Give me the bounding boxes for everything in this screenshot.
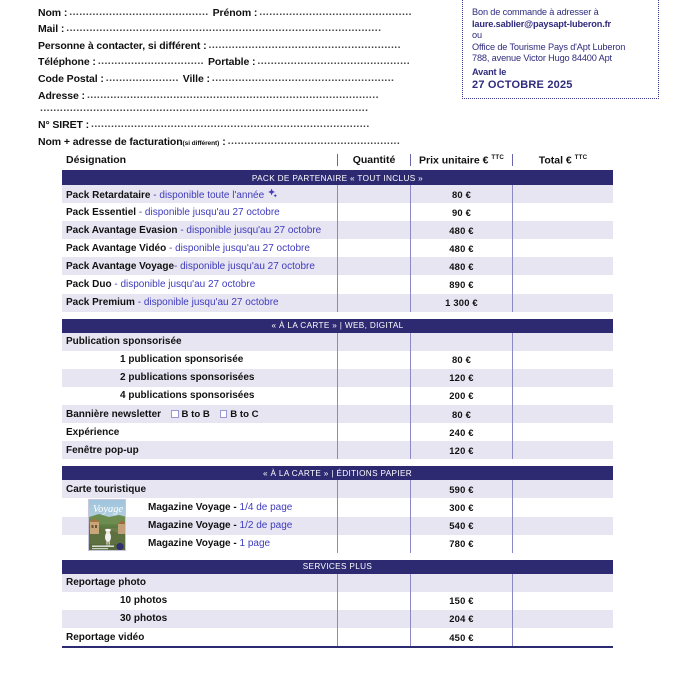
form-field-input-line[interactable]: ................................: [97, 55, 204, 68]
form-field-label: Nom :: [38, 6, 68, 19]
billing-input-line[interactable]: ....................................................: [227, 134, 401, 147]
item-availability: 1/2 de page: [239, 520, 293, 532]
section-gap: [62, 553, 613, 560]
form-field-row: [38, 85, 448, 102]
row-total-cell[interactable]: [512, 221, 613, 239]
row-designation: [62, 243, 337, 254]
form-field-row: [38, 115, 448, 132]
row-unit-price: 590 €: [410, 480, 512, 498]
row-unit-price: 80 €: [410, 405, 512, 423]
row-designation: [62, 445, 337, 456]
row-unit-price: 200 €: [410, 387, 512, 405]
table-row[interactable]: [62, 517, 613, 535]
item-availability: 1/4 de page: [239, 501, 293, 513]
form-field-input-line[interactable]: .......................................................: [211, 71, 395, 84]
item-name: Pack Duo: [66, 279, 112, 291]
row-quantity-cell[interactable]: [337, 369, 410, 387]
form-field-label: Personne à contacter, si différent :: [38, 39, 207, 52]
row-quantity-cell[interactable]: [337, 239, 410, 257]
contact-email[interactable]: laure.sablier@paysapt-luberon.fr: [472, 18, 611, 29]
item-name: 10 photos: [120, 595, 168, 607]
order-table: [62, 150, 613, 648]
form-field-input-line[interactable]: ..........................................: [69, 5, 209, 18]
row-designation: [62, 427, 337, 438]
row-quantity-cell[interactable]: [337, 294, 410, 312]
table-row[interactable]: [62, 185, 613, 203]
row-quantity-cell[interactable]: [337, 221, 410, 239]
table-row[interactable]: [62, 369, 613, 387]
form-field-label: Code Postal :: [38, 72, 104, 85]
form-field-input-line[interactable]: ..........................................................: [208, 38, 401, 51]
row-total-cell[interactable]: [512, 333, 613, 351]
column-header-quantity: Quantité: [337, 154, 410, 166]
row-designation: [62, 595, 337, 606]
row-designation: [62, 390, 337, 401]
form-field-input-line[interactable]: ..............................................: [257, 55, 411, 68]
table-row[interactable]: [62, 294, 613, 312]
row-unit-price: 480 €: [410, 257, 512, 275]
row-designation: [62, 501, 337, 516]
row-unit-price: 480 €: [410, 239, 512, 257]
row-unit-price: [410, 333, 512, 351]
row-quantity-cell[interactable]: [337, 351, 410, 369]
row-total-cell[interactable]: [512, 239, 613, 257]
row-unit-price: 120 €: [410, 369, 512, 387]
row-total-cell[interactable]: [512, 592, 613, 610]
row-total-cell[interactable]: [512, 441, 613, 459]
row-unit-price: 450 €: [410, 628, 512, 646]
column-header-total: Total € $^{TTC}$: [512, 154, 613, 167]
item-name: Magazine Voyage -: [148, 501, 240, 513]
item-name: Bannière newsletter: [66, 408, 162, 420]
item-name: 1 publication sponsorisée: [120, 354, 244, 366]
table-row[interactable]: [62, 239, 613, 257]
item-name: Pack Retardataire: [66, 189, 151, 201]
table-row[interactable]: [62, 480, 613, 498]
item-name: Pack Premium: [66, 297, 135, 309]
row-total-cell[interactable]: [512, 257, 613, 275]
row-quantity-cell[interactable]: [337, 405, 410, 423]
contact-or: ou: [472, 30, 482, 41]
row-total-cell[interactable]: [512, 517, 613, 535]
row-unit-price: 480 €: [410, 221, 512, 239]
row-unit-price: 150 €: [410, 592, 512, 610]
item-availability: - disponible toute l'année: [150, 189, 265, 201]
siret-label: N° SIRET :: [38, 119, 90, 132]
table-row[interactable]: [62, 423, 613, 441]
row-quantity-cell[interactable]: [337, 610, 410, 628]
section-band: « À LA CARTE » | WEB, DIGITAL: [62, 319, 613, 333]
form-field-label: Adresse :: [38, 89, 85, 102]
item-availability: - disponible jusqu'au 27 octobre: [111, 279, 256, 291]
row-total-cell[interactable]: [512, 351, 613, 369]
form-field-input-line[interactable]: ......................: [105, 71, 179, 84]
row-quantity-cell[interactable]: [337, 185, 410, 203]
form-field-row: [38, 19, 448, 36]
table-row[interactable]: [62, 221, 613, 239]
item-name: Pack Avantage Voyage: [66, 260, 175, 272]
row-unit-price: 80 €: [410, 351, 512, 369]
item-name: Magazine Voyage -: [148, 538, 240, 550]
row-unit-price: 204 €: [410, 610, 512, 628]
row-quantity-cell[interactable]: [337, 628, 410, 646]
svg-text:Voyage: Voyage: [92, 504, 124, 516]
row-designation: [62, 297, 337, 308]
row-unit-price: 240 €: [410, 423, 512, 441]
billing-label: Nom + adresse de facturation: [38, 135, 183, 148]
item-name: Pack Essentiel: [66, 206, 137, 218]
row-total-cell[interactable]: [512, 185, 613, 203]
form-field-row: [38, 52, 448, 69]
table-row[interactable]: [62, 628, 613, 646]
table-row[interactable]: [62, 203, 613, 221]
contact-office-address: 788, avenue Victor Hugo 84400 Apt: [472, 53, 612, 64]
row-designation: [62, 207, 337, 218]
section-gap: [62, 312, 613, 319]
table-row[interactable]: [62, 498, 613, 516]
item-name: Expérience: [66, 426, 120, 438]
item-availability: - disponible jusqu'au 27 octobre: [177, 224, 322, 236]
row-quantity-cell[interactable]: [337, 480, 410, 498]
section-band: PACK DE PARTENAIRE « TOUT INCLUS »: [62, 171, 613, 185]
item-name: Fenêtre pop-up: [66, 444, 139, 456]
item-availability: - disponible jusqu'au 27 octobre: [174, 260, 315, 272]
form-field-row: [38, 35, 448, 52]
row-unit-price: 1 300 €: [410, 294, 512, 312]
table-row[interactable]: [62, 610, 613, 628]
row-unit-price: 300 €: [410, 498, 512, 516]
row-quantity-cell[interactable]: [337, 441, 410, 459]
customer-info-form: [38, 2, 448, 148]
row-quantity-cell[interactable]: [337, 592, 410, 610]
column-header-designation: Désignation: [66, 154, 127, 166]
form-field-row: [38, 2, 448, 19]
form-field-input-line[interactable]: ..............................................: [259, 5, 412, 18]
form-field-input-line[interactable]: ...................................................................................................: [40, 101, 369, 114]
deadline-date: 27 OCTOBRE 2025: [472, 78, 573, 91]
section-band: SERVICES PLUS: [62, 560, 613, 574]
address-continuation-line[interactable]: [38, 102, 448, 115]
checkbox-label: B to B: [181, 408, 210, 420]
row-total-cell[interactable]: [512, 574, 613, 592]
table-header-row: [62, 150, 613, 171]
checkbox-b-to-b[interactable]: [171, 410, 179, 418]
table-row[interactable]: [62, 333, 613, 351]
item-name: 30 photos: [120, 613, 168, 625]
item-name: Publication sponsorisée: [66, 336, 182, 348]
row-total-cell[interactable]: [512, 423, 613, 441]
section-band: « À LA CARTE » | ÉDITIONS PAPIER: [62, 466, 613, 480]
row-quantity-cell[interactable]: [337, 257, 410, 275]
item-availability: - disponible jusqu'au 27 octobre: [136, 206, 280, 218]
row-quantity-cell[interactable]: [337, 498, 410, 516]
form-field-row: [38, 131, 448, 148]
row-unit-price: 780 €: [410, 535, 512, 553]
form-field-label: Mail :: [38, 23, 65, 36]
table-row[interactable]: [62, 535, 613, 553]
magazine-cover-thumbnail: [88, 502, 126, 516]
form-field-input-line[interactable]: ...............................................................................................: [66, 22, 382, 35]
item-name: Reportage photo: [66, 577, 146, 589]
contact-line-1: Bon de commande à adresser à: [472, 7, 599, 17]
form-field-row: [38, 68, 448, 85]
row-designation: [62, 279, 337, 290]
row-total-cell[interactable]: [512, 275, 613, 293]
table-row[interactable]: [62, 257, 613, 275]
column-header-unit-price: Prix unitaire € $^{TTC}$: [410, 154, 512, 167]
table-row[interactable]: [62, 405, 613, 423]
item-name: Magazine Voyage -: [148, 520, 240, 532]
row-total-cell[interactable]: [512, 498, 613, 516]
row-total-cell[interactable]: [512, 203, 613, 221]
checkbox-b-to-c[interactable]: [220, 410, 228, 418]
row-total-cell[interactable]: [512, 535, 613, 553]
row-quantity-cell[interactable]: [337, 275, 410, 293]
item-name: Pack Avantage Vidéo: [66, 242, 167, 254]
row-unit-price: 540 €: [410, 517, 512, 535]
form-field-label: Prénom :: [212, 6, 258, 19]
table-row[interactable]: [62, 441, 613, 459]
row-unit-price: [410, 574, 512, 592]
row-quantity-cell[interactable]: [337, 535, 410, 553]
row-designation: [62, 409, 337, 420]
item-availability: - disponible jusqu'au 27 octobre: [134, 297, 279, 309]
item-name: Carte touristique: [66, 483, 147, 495]
form-field-label: Portable :: [207, 56, 256, 69]
contact-office-name: Office de Tourisme Pays d'Apt Luberon: [472, 41, 626, 52]
table-row[interactable]: [62, 275, 613, 293]
checkbox-label: B to C: [230, 408, 259, 420]
row-designation: [62, 484, 337, 495]
billing-colon: :: [222, 135, 226, 148]
row-unit-price: 890 €: [410, 275, 512, 293]
form-field-label: Téléphone :: [38, 56, 96, 69]
row-designation: [62, 225, 337, 236]
item-name: 2 publications sponsorisées: [120, 372, 255, 384]
row-quantity-cell[interactable]: [337, 574, 410, 592]
form-field-input-line[interactable]: ........................................................................................: [86, 88, 379, 101]
submission-contact-box: [462, 0, 659, 99]
row-designation: [62, 577, 337, 588]
row-unit-price: 120 €: [410, 441, 512, 459]
item-name: 4 publications sponsorisées: [120, 390, 255, 402]
table-row[interactable]: [62, 387, 613, 405]
row-designation: [62, 372, 337, 383]
sparkle-icon: [267, 188, 278, 199]
row-designation: [62, 613, 337, 624]
row-total-cell[interactable]: [512, 369, 613, 387]
row-quantity-cell[interactable]: [337, 203, 410, 221]
table-row[interactable]: [62, 574, 613, 592]
siret-input-line[interactable]: ....................................................................................: [91, 118, 370, 131]
row-total-cell[interactable]: [512, 480, 613, 498]
item-availability: 1 page: [239, 538, 271, 550]
row-designation: [62, 336, 337, 347]
item-name: Reportage vidéo: [66, 631, 145, 643]
table-bottom-rule: [62, 646, 613, 648]
row-designation: [62, 261, 337, 272]
table-row[interactable]: [62, 592, 613, 610]
row-quantity-cell[interactable]: [337, 387, 410, 405]
row-quantity-cell[interactable]: [337, 333, 410, 351]
row-total-cell[interactable]: [512, 405, 613, 423]
section-gap: [62, 459, 613, 466]
row-total-cell[interactable]: [512, 387, 613, 405]
row-total-cell[interactable]: [512, 628, 613, 646]
deadline-label: Avant le: [472, 66, 507, 77]
item-availability: - disponible jusqu'au 27 octobre: [166, 242, 310, 254]
row-total-cell[interactable]: [512, 294, 613, 312]
row-unit-price: 80 €: [410, 185, 512, 203]
item-name: Pack Avantage Évasion: [66, 224, 178, 236]
row-quantity-cell[interactable]: [337, 517, 410, 535]
row-quantity-cell[interactable]: [337, 423, 410, 441]
row-designation: [62, 354, 337, 365]
billing-label-note: (si différent): [182, 139, 220, 147]
table-row[interactable]: [62, 351, 613, 369]
row-designation: [62, 188, 337, 201]
row-designation: [62, 632, 337, 643]
form-field-label: Ville :: [182, 72, 210, 85]
row-total-cell[interactable]: [512, 610, 613, 628]
row-unit-price: 90 €: [410, 203, 512, 221]
